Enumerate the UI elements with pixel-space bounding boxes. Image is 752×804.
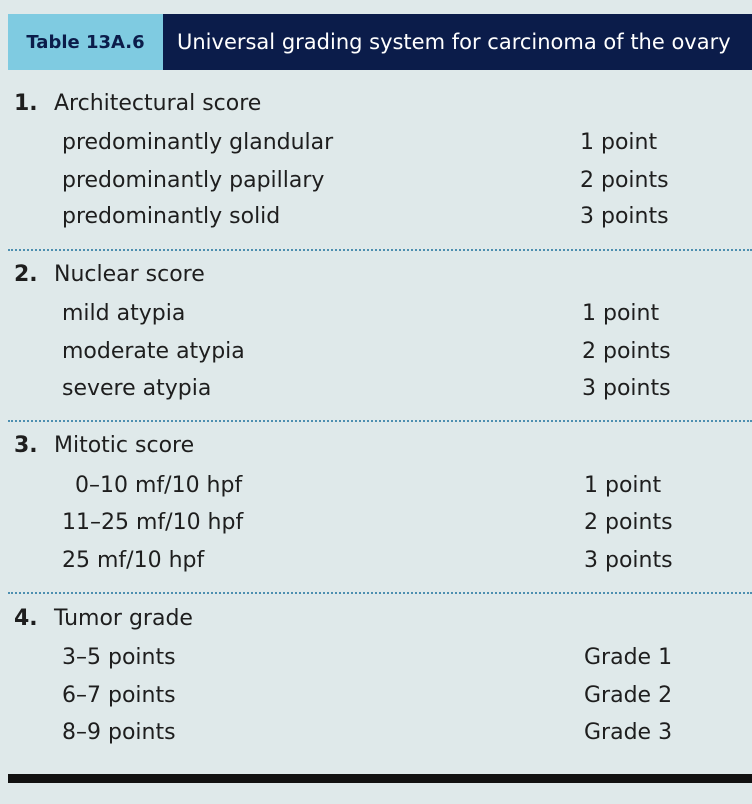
section-divider — [8, 420, 752, 422]
table-row — [0, 339, 744, 369]
row-value: Grade 2 — [584, 683, 673, 708]
row-item: 6–7 points — [62, 683, 176, 708]
section-number: 4. — [14, 606, 38, 631]
table-row — [0, 168, 744, 198]
section-divider — [8, 592, 752, 594]
row-value: 1 point — [580, 130, 658, 155]
table-number-label: Table 13A.6 — [8, 14, 163, 70]
table-title: Universal grading system for carcinoma of the ovary — [177, 30, 731, 54]
section-number: 1. — [14, 91, 38, 116]
table-row — [0, 548, 744, 578]
table-row — [0, 683, 744, 713]
row-item: 0–10 mf/10 hpf — [75, 473, 243, 498]
row-value: 3 points — [582, 376, 671, 401]
row-value: 2 points — [580, 168, 669, 193]
row-item: 25 mf/10 hpf — [62, 548, 205, 573]
row-value: 3 points — [580, 204, 669, 229]
row-item: predominantly papillary — [62, 168, 325, 193]
section-heading-mitotic — [14, 433, 194, 458]
table-row — [0, 510, 744, 540]
table-row — [0, 204, 744, 234]
table-row — [0, 376, 744, 406]
section-title: Nuclear score — [54, 262, 205, 287]
row-value: 1 point — [582, 301, 660, 326]
row-item: predominantly solid — [62, 204, 281, 229]
row-value: 1 point — [584, 473, 662, 498]
row-item: severe atypia — [62, 376, 212, 401]
row-item: mild atypia — [62, 301, 186, 326]
row-item: 11–25 mf/10 hpf — [62, 510, 244, 535]
section-number: 3. — [14, 433, 38, 458]
row-value: 3 points — [584, 548, 673, 573]
table-header — [8, 14, 752, 70]
section-number: 2. — [14, 262, 38, 287]
row-value: 2 points — [584, 510, 673, 535]
section-heading-nuclear — [14, 262, 205, 287]
section-divider — [8, 249, 752, 251]
row-item: predominantly glandular — [62, 130, 334, 155]
section-heading-tumor-grade — [14, 606, 193, 631]
section-title: Architectural score — [54, 91, 262, 116]
section-title: Tumor grade — [54, 606, 193, 631]
section-title: Mitotic score — [54, 433, 195, 458]
table-bottom-rule — [8, 774, 752, 783]
table-row — [0, 130, 744, 160]
row-value: 2 points — [582, 339, 671, 364]
row-item: 8–9 points — [62, 720, 176, 745]
row-value: Grade 3 — [584, 720, 673, 745]
row-item: 3–5 points — [62, 645, 176, 670]
table-row — [0, 720, 744, 750]
row-item: moderate atypia — [62, 339, 245, 364]
table-row — [0, 301, 744, 331]
table-row — [0, 645, 744, 675]
table-row — [0, 473, 744, 503]
row-value: Grade 1 — [584, 645, 673, 670]
section-heading-architectural — [14, 91, 261, 116]
